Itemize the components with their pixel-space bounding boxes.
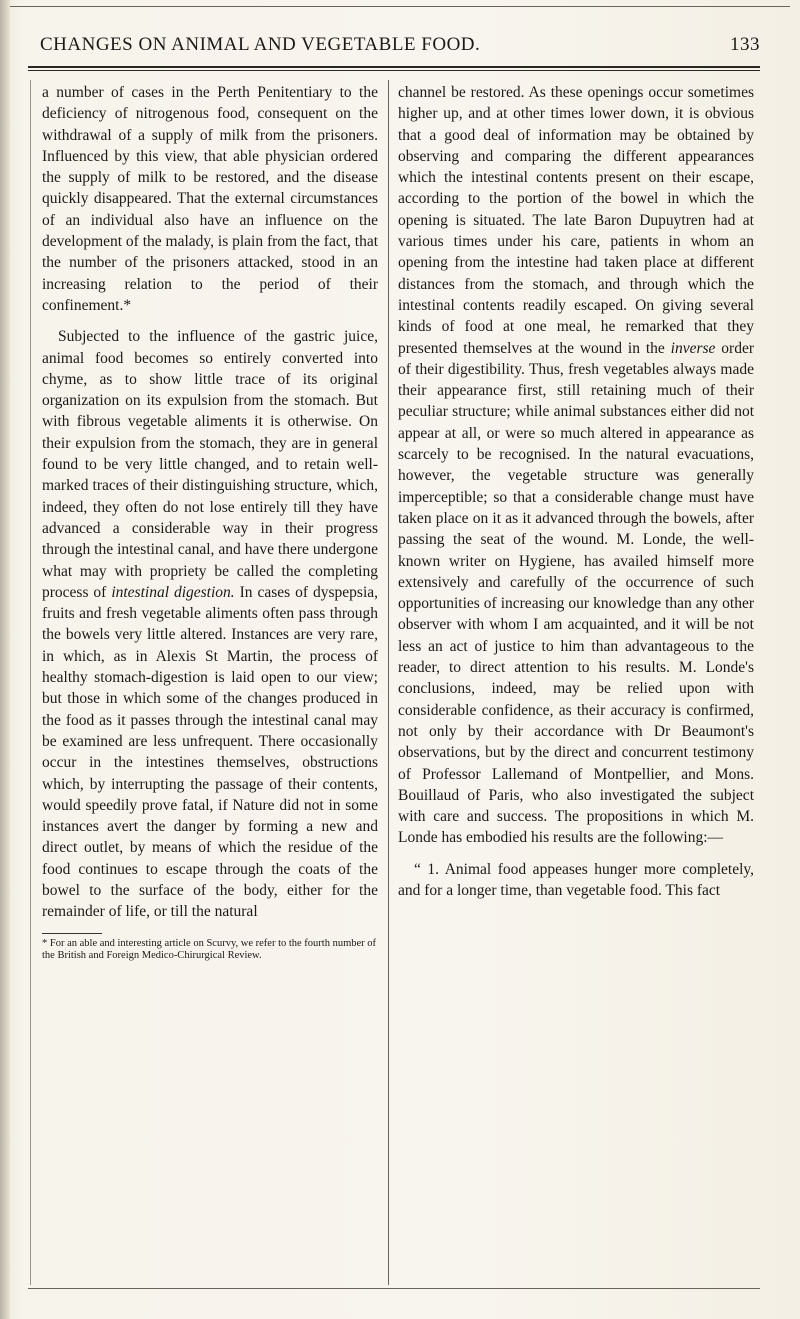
page-spine-edge <box>0 0 10 1319</box>
right-paragraph-1-part-b: order of their digestibility. Thus, fresh vegetables always made their appearance first, still retaining much of their peculiar structure; while animal substances either did not appear at all, or were so much altered in appearance as scarcely to be recognised. In the natural evacuations, however, the vegetable structure was generally imperceptible; so that a considerable change must have taken place on it as it advanced through the bowels, after passing the seat of the wound. M. Londe, the well-known writer on Hygiene, has availed himself more extensively and carefully of the occurrence of such opportunities of increasing our knowledge than any other observer with whom I am acquainted, and it will be not less an act of justice to him than advantageous to the reader, to direct attention to his results. M. Londe's conclusions, indeed, may be relied upon with considerable confidence, as their accuracy is confirmed, not only by their accordance with Dr Beaumont's observations, but by the direct and concurrent testimony of Professor Lallemand of Montpellier, and Mons. Bouillaud of Paris, who also investigated the subject with care and success. The propositions in which M. Londe has embodied his results are the following:— <box>398 339 754 847</box>
italic-term-intestinal-digestion: intestinal digestion. <box>111 583 235 601</box>
left-column <box>42 82 378 962</box>
left-margin-rule <box>30 80 31 1285</box>
left-paragraph-2-part-a: Subjected to the influence of the gastric juice, animal food becomes so entirely converted into chyme, as to show little trace of its original organization on its expulsion from the stomach. But with fibrous vegetable aliments it is otherwise. On their expulsion from the stomach, they are in general found to be very little changed, and to retain well-marked traces of their distinguishing structure, which, indeed, they often do not lose entirely till they have advanced a considerable way in their progress through the intestinal canal, and have there undergone what may with propriety be called the completing process of <box>42 328 378 601</box>
page-number: 133 <box>730 34 760 55</box>
left-paragraph-1: a number of cases in the Perth Penitentiary to the deficiency of nitrogenous food, consequent on the withdrawal of a supply of milk from the prisoners. Influenced by this view, that able physician ordered the supply of milk to be restored, and the disease quickly disappeared. That the external circumstances of an individual also have an influence on the development of the malady, is plain from the fact, that the number of the prisoners attacked, stood in an increasing relation to the period of their confinement.* <box>42 84 379 314</box>
footnote: * For an able and interesting article on Scurvy, we refer to the fourth number of the British and Foreign Medico-Chirurgical Review. <box>42 937 377 961</box>
left-paragraph-2-part-b: In cases of dyspepsia, fruits and fresh vegetable aliments often pass through the bowels very little altered. Instances are very rare, in which, as in Alexis St Martin, the process of healthy stomach-digestion is laid open to our view; but those in which some of the changes produced in the food as it passes through the intestinal canal may be examined are less unfrequent. There occasionally occur in the intestines themselves, obstructions which, by interrupting the passage of their contents, would speedily prove fatal, if Nature did not in some instances avert the danger by forming a new and direct outlet, by means of which the residue of the food continues to escape through the coats of the bowel to the surface of the body, either for the remainder of life, or till the natural <box>42 583 379 921</box>
running-head <box>28 34 760 62</box>
header-rule-thin <box>28 70 760 71</box>
column-divider <box>388 80 389 1285</box>
italic-term-inverse: inverse <box>670 339 716 357</box>
header-rule <box>28 66 760 68</box>
right-paragraph-2: “ 1. Animal food appeases hunger more completely, and for a longer time, than vegetable food. This fact <box>398 860 754 899</box>
left-paragraph-2 <box>42 326 378 922</box>
running-title: CHANGES ON ANIMAL AND VEGETABLE FOOD. <box>40 34 481 55</box>
right-paragraph-1-part-a: channel be restored. As these openings occur sometimes higher up, and at other times lower down, it is obvious that a good deal of information may be obtained by observing and comparing the different appearances which the intestinal contents present on their escape, according to the portion of the bowel in which the opening is situated. The late Baron Dupuytren had at various times under his care, patients in whom an opening from the intestine had taken place at different distances from the stomach, and through which the intestinal contents readily escaped. On giving several kinds of food at one meal, he remarked that they presented themselves at the wound in the <box>398 84 754 357</box>
right-column <box>398 82 754 901</box>
bottom-rule <box>28 1288 760 1289</box>
footnote-rule <box>42 933 102 934</box>
top-rule <box>10 6 790 7</box>
right-paragraph-1 <box>398 82 754 849</box>
